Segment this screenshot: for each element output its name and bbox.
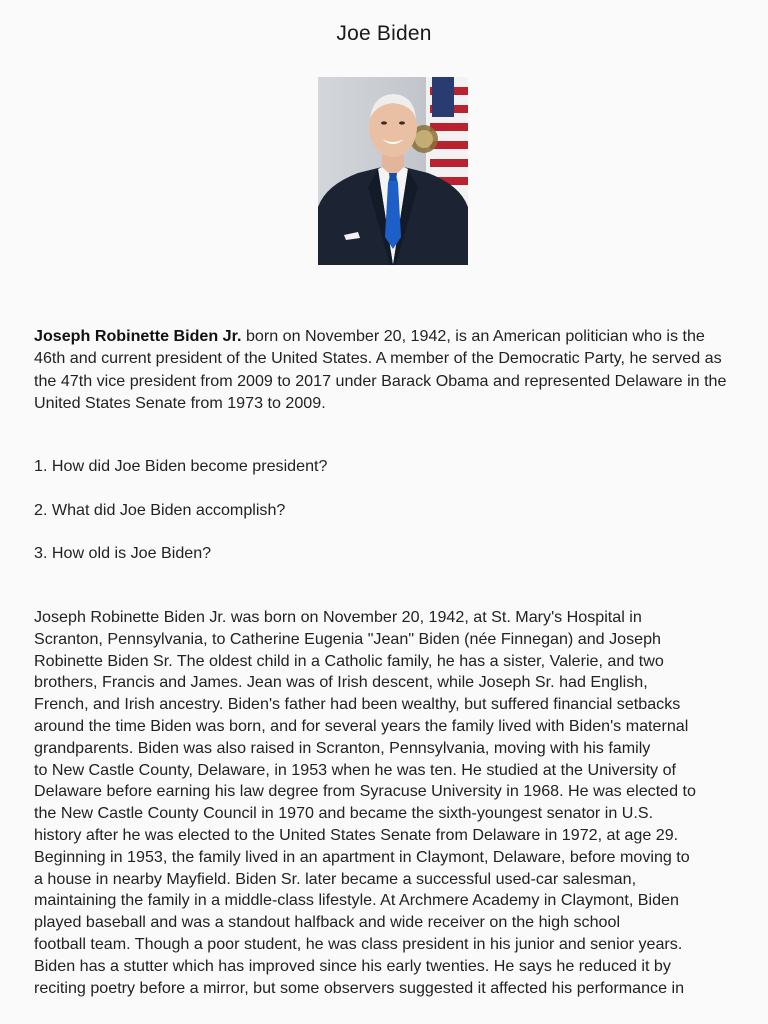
bio-line: reciting poetry before a mirror, but some observers suggested it affected his performance in [34,978,685,997]
intro-text: born on November 20, 1942, is an American politician who is the 46th and current president of the United States. A member of the Democratic Party, he served as the 47th vice president from 2009 to 2017 under Barack Obama and represented Delaware in the United States Senate from 1973 to 2009. [34,327,727,413]
question-item: 3. How old is Joe Biden? [34,544,212,562]
bio-line: played baseball and was a standout halfback and wide receiver on the high school [34,913,621,932]
bio-line: history after he was elected to the United States Senate from Delaware in 1972, at age 29. [34,825,679,844]
question-item: 2. What did Joe Biden accomplish? [34,500,286,519]
bio-line: Biden has a stutter which has improved since his early twenties. He says he reduced it by [34,956,671,975]
bio-line: football team. Though a poor student, he was class president in his junior and senior years. [34,934,683,953]
bio-line: Beginning in 1953, the family lived in an apartment in Claymont, Delaware, before moving to [34,847,690,866]
bio-line: to New Castle County, Delaware, in 1953 when he was ten. He studied at the University of [34,760,676,779]
page-title: Joe Biden [336,22,432,45]
bio-line: Scranton, Pennsylvania, to Catherine Eugenia "Jean" Biden (née Finnegan) and Joseph [34,629,661,648]
bio-line: a house in nearby Mayfield. Biden Sr. later became a successful used-car salesman, [34,869,637,888]
bio-line: Delaware before earning his law degree from Syracuse University in 1968. He was elected to [34,782,696,801]
bio-line: French, and Irish ancestry. Biden's father had been wealthy, but suffered financial setbacks [34,695,681,714]
bio-line: around the time Biden was born, and for several years the family lived with Biden's maternal [34,716,689,735]
bio-line: Joseph Robinette Biden Jr. was born on November 20, 1942, at St. Mary's Hospital in [34,608,642,626]
bio-line: Robinette Biden Sr. The oldest child in a Catholic family, he has a sister, Valerie, and two [34,651,664,670]
question-item: 1. How did Joe Biden become president? [34,457,328,475]
biography-paragraph [34,607,734,999]
portrait-image [318,77,468,265]
bio-line: grandparents. Biden was also raised in Scranton, Pennsylvania, moving with his family [34,738,651,757]
bio-line: maintaining the family in a middle-class lifestyle. At Archmere Academy in Claymont, Biden [34,891,679,910]
intro-paragraph [34,325,738,415]
question-list [34,455,327,586]
bio-line: brothers, Francis and James. Jean was of Irish descent, while Joseph Sr. had English, [34,673,648,692]
bio-line: the New Castle County Council in 1970 and became the sixth-youngest senator in U.S. [34,804,654,823]
subject-name: Joseph Robinette Biden Jr. [34,327,242,345]
